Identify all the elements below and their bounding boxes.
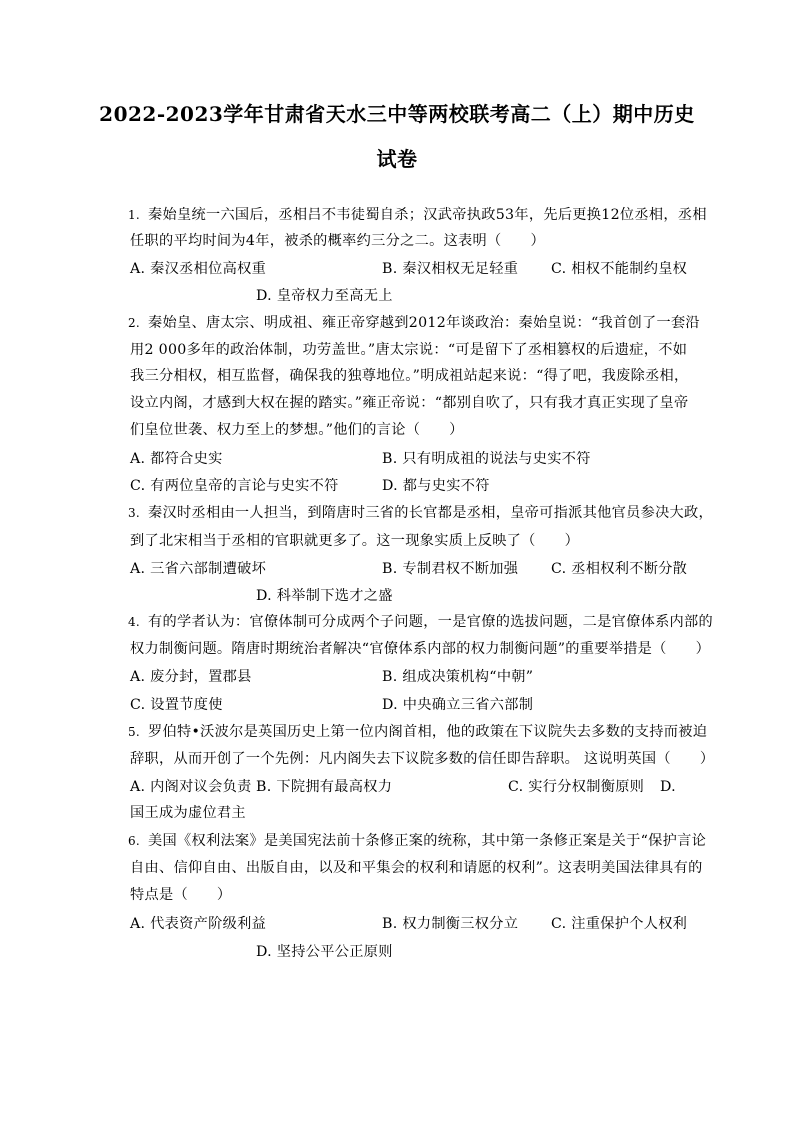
question-4-number: 4. xyxy=(128,615,141,629)
question-2-option-b: B. 只有明成祖的说法与史实不符 xyxy=(382,451,591,467)
question-2-line-4: 设立内阁，才感到大权在握的踏实。”雍正帝说：“都别自吹了，只有我才真正实现了皇帝 xyxy=(130,395,689,411)
question-4-option-b: B. 组成决策机构“中朝” xyxy=(382,669,534,685)
question-3-option-a: A. 三省六部制遭破坏 xyxy=(130,561,267,577)
question-2-option-a: A. 都符合史实 xyxy=(130,451,223,467)
question-4-option-c: C. 设置节度使 xyxy=(130,697,223,713)
question-6-line-1: 6. 美国《权利法案》是美国宪法前十条修正案的统称，其中第一条修正案是关于“保护言论 xyxy=(128,833,707,849)
question-3-option-d: D. 科举制下选才之盛 xyxy=(256,588,393,604)
question-4-line-1: 4. 有的学者认为：官僚体制可分成两个子问题，一是官僚的选拔问题，二是官僚体系内部的 xyxy=(128,614,714,630)
question-2-line-2: 用2 000多年的政治体制，功劳盖世。”唐太宗说：“可是留下了丞相篡权的后遗症，不如 xyxy=(130,342,688,358)
question-3-number: 3. xyxy=(128,506,141,520)
question-5-line-2: 辞职，从而开创了一个先例：凡内阁失去下议院多数的信任即告辞职。 这说明英国（ ） xyxy=(130,751,715,767)
question-1-option-c: C. 相权不能制约皇权 xyxy=(551,261,688,277)
question-2-number: 2. xyxy=(128,316,141,330)
question-2-line-1: 2. 秦始皇、唐太宗、明成祖、雍正帝穿越到2012年谈政治：秦始皇说：“我首创了一套沿 xyxy=(128,315,700,331)
exam-title-line-2: 试卷 xyxy=(376,147,418,171)
question-5-option-a: A. 内阁对议会负责 xyxy=(130,779,252,795)
question-1-number: 1. xyxy=(128,208,141,222)
question-3-option-c: C. 丞相权利不断分散 xyxy=(551,561,688,577)
question-3-line-2: 到了北宋相当于丞相的官职就更多了。这一现象实质上反映了（ ） xyxy=(130,533,580,549)
question-4-option-d: D. 中央确立三省六部制 xyxy=(382,697,534,713)
question-2-line-3: 我三分相权，相互监督，确保我的独尊地位。”明成祖站起来说：“得了吧，我废除丞相， xyxy=(130,368,689,384)
question-1-option-d: D. 皇帝权力至高无上 xyxy=(256,288,393,304)
question-6-line-3: 特点是（ ） xyxy=(130,887,232,903)
question-2-line-5: 们皇位世袭、权力至上的梦想。”他们的言论（ ） xyxy=(130,422,464,438)
question-6-option-d: D. 坚持公平公正原则 xyxy=(256,944,393,960)
question-4-line-2: 权力制衡问题。隋唐时期统治者解决“官僚体系内部的权力制衡问题”的重要举措是（ ） xyxy=(130,641,711,657)
question-6-option-b: B. 权力制衡三权分立 xyxy=(382,916,519,932)
question-5-number: 5. xyxy=(128,725,141,739)
question-4-option-a: A. 废分封，置郡县 xyxy=(130,669,252,685)
exam-title-line-1: 2022-2023学年甘肃省天水三中等两校联考高二（上）期中历史 xyxy=(99,102,695,126)
question-2-option-c: C. 有两位皇帝的言论与史实不符 xyxy=(130,478,339,494)
question-5-option-d-text: 国王成为虚位君主 xyxy=(130,805,246,821)
question-6-option-c: C. 注重保护个人权利 xyxy=(551,916,688,932)
question-5-option-b: B. 下院拥有最高权力 xyxy=(256,779,393,795)
question-1-option-a: A. 秦汉丞相位高权重 xyxy=(130,261,267,277)
question-5-line-1: 5. 罗伯特•沃波尔是英国历史上第一位内阁首相，他的政策在下议院失去多数的支持而被迫 xyxy=(128,724,708,740)
question-6-number: 6. xyxy=(128,834,141,848)
question-3-line-1: 3. 秦汉时丞相由一人担当，到隋唐时三省的长官都是丞相，皇帝可指派其他官员参决大政， xyxy=(128,505,714,521)
question-1-option-b: B. 秦汉相权无足轻重 xyxy=(382,261,519,277)
question-1-line-2: 任职的平均时间为4年，被杀的概率约三分之二。这表明（ ） xyxy=(130,233,545,249)
question-5-option-c: C. 实行分权制衡原则 xyxy=(508,779,645,795)
question-5-option-d: D. xyxy=(660,779,676,795)
question-3-option-b: B. 专制君权不断加强 xyxy=(382,561,519,577)
question-6-line-2: 自由、信仰自由、出版自由，以及和平集会的权利和请愿的权利”。这表明美国法律具有的 xyxy=(130,860,703,876)
question-1-line-1: 1. 秦始皇统一六国后，丞相吕不韦徒蜀自杀；汉武帝执政53年，先后更换12位丞相，丞相 xyxy=(128,207,707,223)
question-2-option-d: D. 都与史实不符 xyxy=(382,478,490,494)
question-6-option-a: A. 代表资产阶级利益 xyxy=(130,916,267,932)
